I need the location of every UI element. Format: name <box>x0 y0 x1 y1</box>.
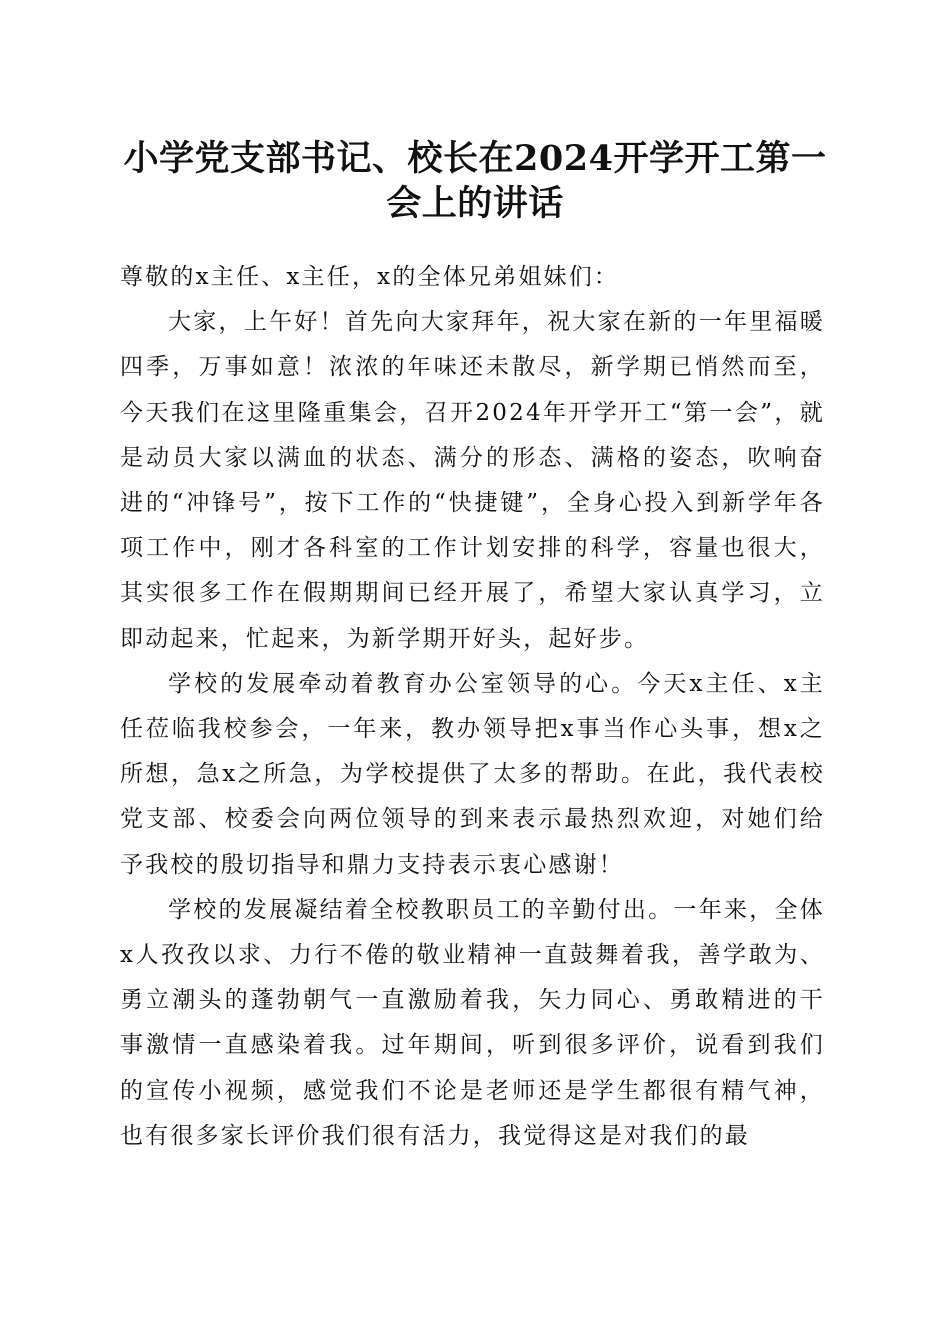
paragraph-2: 学校的发展牵动着教育办公室领导的心。今天x主任、x主任莅临我校参会，一年来，教办领导把x事当作心头事，想x之所想，急x之所急，为学校提供了太多的帮助。在此，我代表校党支部、校委会向两位领导的到来表示最热烈欢迎，对她们给予我校的殷切指导和鼎力支持表示衷心感谢！ <box>120 670 825 878</box>
title-line-2: 会上的讲话 <box>386 183 564 224</box>
salutation: 尊敬的x主任、x主任，x的全体兄弟姐妹们： <box>120 264 620 290</box>
document-title <box>110 136 840 226</box>
paragraph-3: 学校的发展凝结着全校教职员工的辛勤付出。一年来，全体x人孜孜以求、力行不倦的敬业精神一直鼓舞着我，善学敢为、勇立潮头的蓬勃朝气一直激励着我，矢力同心、勇敢精进的干事激情一直感染着我。过年期间，听到很多评价，说看到我们的宣传小视频，感觉我们不论是老师还是学生都很有精气神，也有很多家长评价我们很有活力，我觉得这是对我们的最 <box>120 896 825 1149</box>
paragraph-1: 大家，上午好！首先向大家拜年，祝大家在新的一年里福暖四季，万事如意！浓浓的年味还未散尽，新学期已悄然而至，今天我们在这里隆重集会，召开2024年开学开工“第一会”，就是动员大家以满血的状态、满分的形态、满格的姿态，吹响奋进的“冲锋号”，按下工作的“快捷键”，全身心投入到新学年各项工作中，刚才各科室的工作计划安排的科学，容量也很大，其实很多工作在假期期间已经开展了，希望大家认真学习，立即动起来，忙起来，为新学期开好头，起好步。 <box>120 309 825 652</box>
title-line-1: 小学党支部书记、校长在2024开学开工第一 <box>123 138 827 179</box>
document-body <box>120 255 825 1159</box>
